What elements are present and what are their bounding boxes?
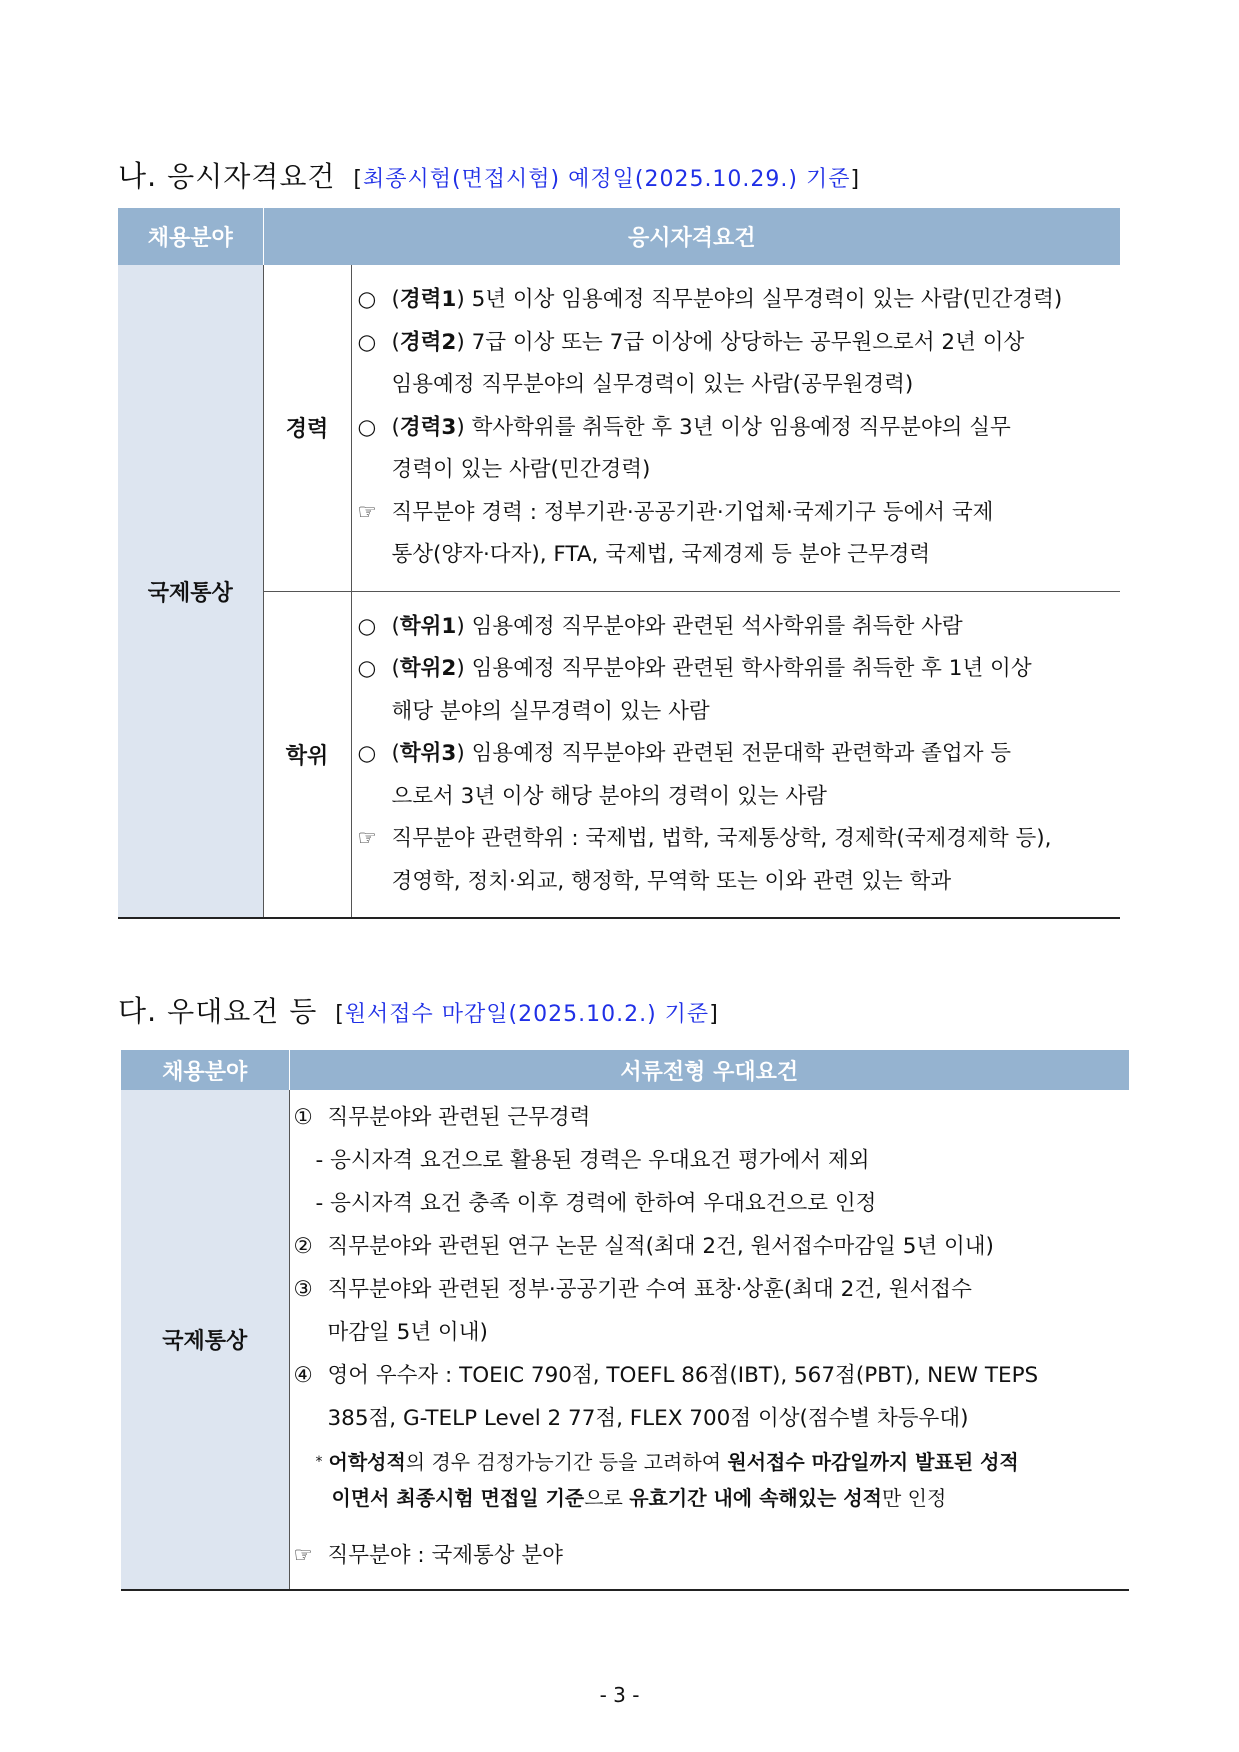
- item-text: ) 임용예정 직무분야와 관련된 전문대학 관련학과 졸업자 등: [456, 741, 1012, 766]
- item-text: - 응시자격 요건 충족 이후 경력에 한하여 우대요건으로 인정: [315, 1191, 877, 1216]
- list-item-text: [358, 449, 1113, 492]
- list-item: [358, 648, 1113, 691]
- list-item-text: [358, 534, 1113, 577]
- paren: (: [391, 741, 400, 766]
- list-item-text: [294, 1096, 1124, 1139]
- note: [294, 1444, 1124, 1516]
- item-tag: 경력3: [399, 414, 457, 440]
- degree-requirements: [351, 591, 1120, 918]
- circle-bullet-icon: ○: [357, 287, 377, 312]
- list-item-text: [294, 1182, 1124, 1225]
- section-number: 다.: [118, 994, 158, 1028]
- list-item-text: [294, 1225, 1124, 1268]
- section-reference-date: [원서접수 마감일(2025.10.2.) 기준]: [335, 1002, 719, 1027]
- list-item: [358, 279, 1113, 322]
- list-item-text: [294, 1397, 1124, 1440]
- number-marker: ④: [293, 1363, 313, 1388]
- note-segment: 으로: [584, 1486, 630, 1510]
- list-item: [358, 449, 1113, 492]
- header-preferences: 서류전형 우대요건: [289, 1050, 1129, 1090]
- note-segment: 어학성적: [328, 1450, 406, 1474]
- list-item: [294, 1096, 1124, 1139]
- item-text: 직무분야와 관련된 정부·공공기관 수여 표창·상훈(최대 2건, 원서접수: [327, 1277, 972, 1302]
- item-tag: 학위2: [399, 656, 457, 681]
- list-item-text: [294, 1354, 1124, 1397]
- note-line-1: [316, 1444, 1124, 1480]
- footer-text: 직무분야 : 국제통상 분야: [327, 1543, 563, 1568]
- paren: (: [391, 656, 400, 681]
- item-text: 직무분야와 관련된 연구 논문 실적(최대 2건, 원서접수마감일 5년 이내): [327, 1234, 994, 1259]
- circle-bullet-icon: ○: [357, 329, 377, 355]
- note-segment: 의 경우 검정가능기간 등을 고려하여: [405, 1450, 728, 1474]
- list-item: [358, 534, 1113, 577]
- item-text: ) 임용예정 직무분야와 관련된 학사학위를 취득한 후 1년 이상: [456, 656, 1032, 681]
- list-item: [294, 1225, 1124, 1268]
- item-text: 임용예정 직무분야의 실무경력이 있는 사람(공무원경력): [391, 372, 914, 397]
- list-item: [294, 1311, 1124, 1354]
- list-item-text: [358, 861, 1113, 904]
- paren: (: [391, 613, 400, 639]
- section-number: 나.: [118, 159, 158, 193]
- list-item-text: [358, 407, 1113, 450]
- header-field: 채용분야: [121, 1050, 289, 1090]
- item-text: ) 7급 이상 또는 7급 이상에 상당하는 공무원으로서 2년 이상: [456, 329, 1025, 355]
- item-text: ) 임용예정 직무분야와 관련된 석사학위를 취득한 사람: [456, 613, 963, 639]
- list-item: [358, 606, 1113, 649]
- item-text: 385점, G-TELP Level 2 77점, FLEX 700점 이상(점수별 차등우대): [327, 1406, 969, 1431]
- number-marker: ②: [293, 1234, 313, 1259]
- list-item-text: [294, 1268, 1124, 1311]
- section-heading: 응시자격요건: [167, 160, 336, 193]
- circle-bullet-icon: ○: [357, 741, 377, 766]
- page-number: - 3 -: [599, 1683, 640, 1707]
- header-field: 채용분야: [118, 208, 263, 265]
- item-text: 경영학, 정치·외교, 행정학, 무역학 또는 이와 관련 있는 학과: [391, 868, 952, 894]
- number-marker: ③: [293, 1277, 313, 1302]
- preferences-table: [121, 1050, 1129, 1591]
- career-requirements: [351, 265, 1120, 591]
- item-text: 직무분야와 관련된 근무경력: [327, 1105, 591, 1130]
- item-tag: 학위1: [399, 613, 457, 639]
- pointing-hand-icon: ☞: [357, 826, 377, 851]
- list-item: [358, 776, 1113, 819]
- pointing-hand-icon: ☞: [357, 499, 377, 525]
- item-text: 영어 우수자 : TOEIC 790점, TOEFL 86점(IBT), 567점(PBT), NEW TEPS: [327, 1363, 1039, 1388]
- item-text: ) 5년 이상 임용예정 직무분야의 실무경력이 있는 사람(민간경력): [456, 287, 1063, 312]
- item-tag: 경력1: [399, 287, 457, 312]
- list-item: [358, 364, 1113, 407]
- number-marker: ①: [293, 1105, 313, 1130]
- list-item-text: [358, 818, 1113, 861]
- pointing-hand-icon: ☞: [293, 1543, 313, 1568]
- list-item: [294, 1397, 1124, 1440]
- list-item: [358, 733, 1113, 776]
- list-item-text: [358, 606, 1113, 649]
- note-segment: 이면서 최종시험 면접일 기준: [331, 1486, 585, 1510]
- paren: (: [391, 414, 400, 440]
- qualifications-table: [118, 208, 1120, 919]
- circle-bullet-icon: ○: [357, 613, 377, 639]
- list-item-text: [358, 776, 1113, 819]
- circle-bullet-icon: ○: [357, 656, 377, 681]
- circle-bullet-icon: ○: [357, 414, 377, 440]
- field-cell: 국제통상: [121, 1090, 289, 1590]
- item-text: ) 학사학위를 취득한 후 3년 이상 임용예정 직무분야의 실무: [456, 414, 1011, 440]
- note-line-2: [316, 1480, 1124, 1516]
- paren: (: [391, 287, 400, 312]
- career-label: 경력: [263, 265, 351, 591]
- note-segment: 원서접수 마감일까지 발표된 성적: [727, 1450, 1019, 1474]
- item-tag: 경력2: [399, 329, 457, 355]
- list-item: [294, 1139, 1124, 1182]
- footer-note: [294, 1534, 1124, 1577]
- item-text: 직무분야 관련학위 : 국제법, 법학, 국제통상학, 경제학(국제경제학 등),: [391, 826, 1052, 851]
- list-item: [358, 861, 1113, 904]
- item-text: 경력이 있는 사람(민간경력): [391, 457, 651, 482]
- note-segment: 유효기간 내에 속해있는 성적: [629, 1486, 882, 1510]
- paren: (: [391, 329, 400, 355]
- list-item: [294, 1268, 1124, 1311]
- list-item-text: [358, 279, 1113, 322]
- note-segment: 만 인정: [881, 1486, 947, 1510]
- list-item-text: [294, 1139, 1124, 1182]
- item-text: 직무분야 경력 : 정부기관·공공기관·기업체·국제기구 등에서 국제: [391, 499, 994, 525]
- preference-list: [289, 1090, 1129, 1590]
- item-text: 마감일 5년 이내): [327, 1320, 488, 1345]
- item-tag: 학위3: [399, 741, 457, 766]
- list-item-text: [358, 648, 1113, 691]
- list-item-text: [358, 691, 1113, 734]
- item-text: 으로서 3년 이상 해당 분야의 경력이 있는 사람: [391, 783, 827, 809]
- list-item-text: [294, 1311, 1124, 1354]
- field-cell: 국제통상: [118, 265, 263, 918]
- list-item-text: [358, 733, 1113, 776]
- list-item-text: [358, 322, 1113, 365]
- note-star: *: [315, 1454, 323, 1470]
- list-item-text: [358, 492, 1113, 535]
- list-item: [358, 818, 1113, 861]
- list-item: [294, 1354, 1124, 1397]
- list-item: [294, 1182, 1124, 1225]
- list-item: [358, 691, 1113, 734]
- item-text: 통상(양자·다자), FTA, 국제법, 국제경제 등 분야 근무경력: [391, 542, 931, 567]
- section-heading: 우대요건 등: [167, 995, 318, 1028]
- list-item: [358, 492, 1113, 535]
- item-text: 해당 분야의 실무경력이 있는 사람: [391, 698, 710, 724]
- list-item: [358, 322, 1113, 365]
- section-title-qualifications: [118, 154, 860, 195]
- item-text: - 응시자격 요건으로 활용된 경력은 우대요건 평가에서 제외: [315, 1148, 870, 1173]
- degree-label: 학위: [263, 591, 351, 918]
- section-reference-date: [최종시험(면접시험) 예정일(2025.10.29.) 기준]: [353, 167, 861, 192]
- list-item: [358, 407, 1113, 450]
- section-title-preferences: [118, 989, 719, 1030]
- list-item-text: [358, 364, 1113, 407]
- header-qualifications: 응시자격요건: [263, 208, 1120, 265]
